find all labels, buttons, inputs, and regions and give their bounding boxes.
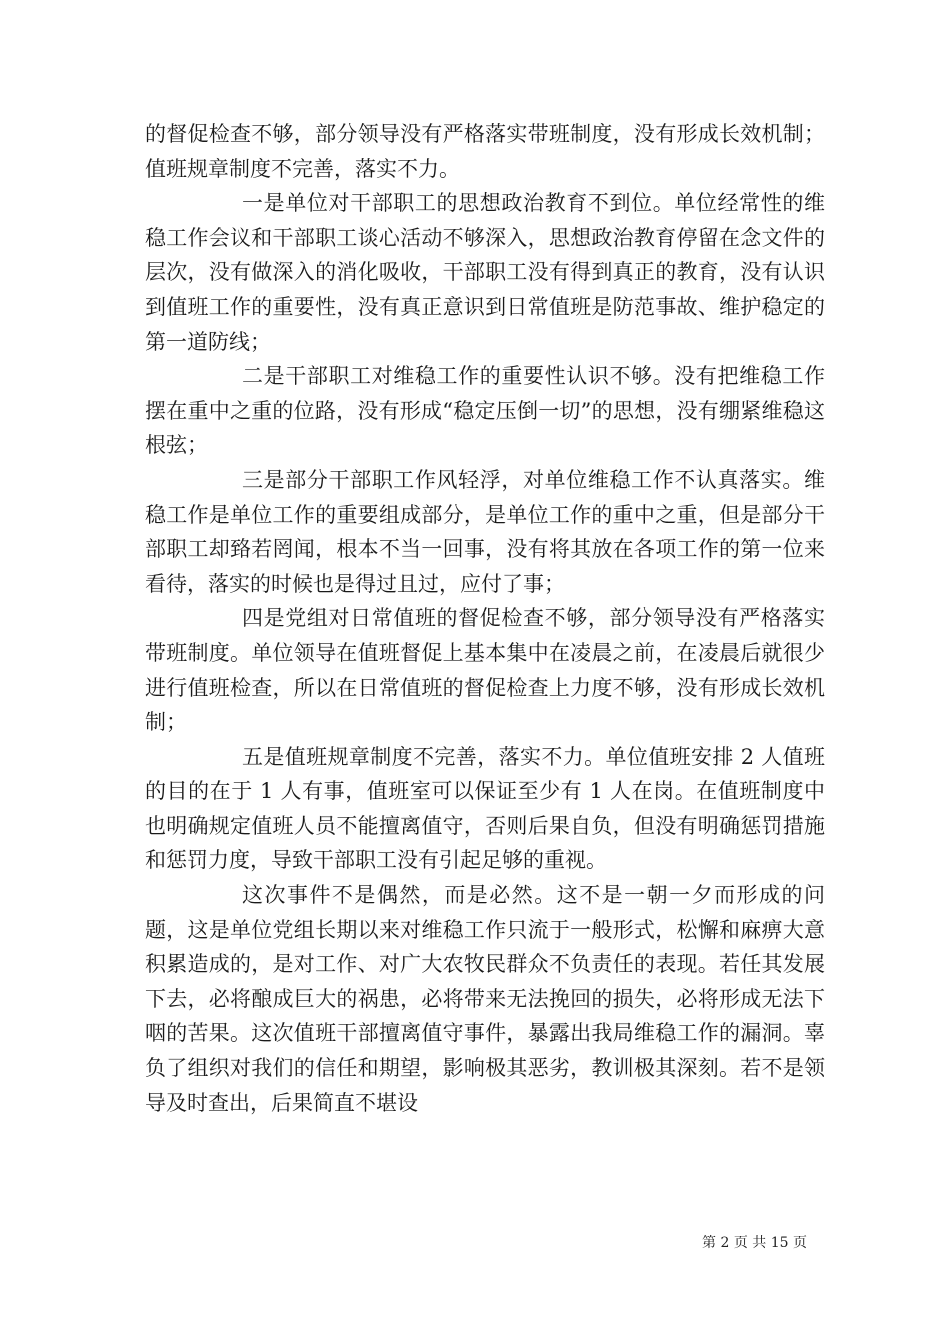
paragraph-6: 五是值班规章制度不完善，落实不力。单位值班安排 2 人值班的目的在于 1 人有事，值班室可以保证至少有 1 人在岗。在值班制度中也明确规定值班人员不能擅离值守，否则后果自负，但没有明确惩罚措施和惩罚力度，导致干部职工没有引起足够的重视。 bbox=[145, 744, 825, 873]
page-number-footer: 第 2 页 共 15 页 bbox=[702, 1235, 807, 1251]
paragraph-5: 四是党组对日常值班的督促检查不够，部分领导没有严格落实带班制度。单位领导在值班督促上基本集中在凌晨之前，在凌晨后就很少进行值班检查，所以在日常值班的督促检查上力度不够，没有形成长效机制； bbox=[145, 606, 825, 735]
paragraph-7: 这次事件不是偶然，而是必然。这不是一朝一夕而形成的问题，这是单位党组长期以来对维稳工作只流于一般形式，松懈和麻痹大意积累造成的，是对工作、对广大农牧民群众不负责任的表现。若任其发展下去，必将酿成巨大的祸患，必将带来无法挽回的损失，必将形成无法下咽的苦果。这次值班干部擅离值守事件，暴露出我局维稳工作的漏洞。辜负了组织对我们的信任和期望，影响极其恶劣，教训极其深刻。若不是领导及时查出，后果简直不堪设 bbox=[145, 883, 825, 1115]
paragraph-4: 三是部分干部职工作风轻浮，对单位维稳工作不认真落实。维稳工作是单位工作的重要组成部分，是单位工作的重中之重，但是部分干部职工却臵若罔闻，根本不当一回事，没有将其放在各项工作的第一位来看待，落实的时候也是得过且过，应付了事； bbox=[145, 467, 825, 596]
paragraph-1: 的督促检查不够，部分领导没有严格落实带班制度，没有形成长效机制；值班规章制度不完善，落实不力。 bbox=[145, 122, 825, 181]
paragraph-2: 一是单位对干部职工的思想政治教育不到位。单位经常性的维稳工作会议和干部职工谈心活动不够深入，思想政治教育停留在念文件的层次，没有做深入的消化吸收，干部职工没有得到真正的教育，没有认识到值班工作的重要性，没有真正意识到日常值班是防范事故、维护稳定的第一道防线； bbox=[145, 191, 825, 354]
document-body bbox=[145, 117, 825, 1120]
paragraph-3: 二是干部职工对维稳工作的重要性认识不够。没有把维稳工作摆在重中之重的位路，没有形成“稳定压倒一切”的思想，没有绷紧维稳这根弦； bbox=[145, 364, 825, 458]
